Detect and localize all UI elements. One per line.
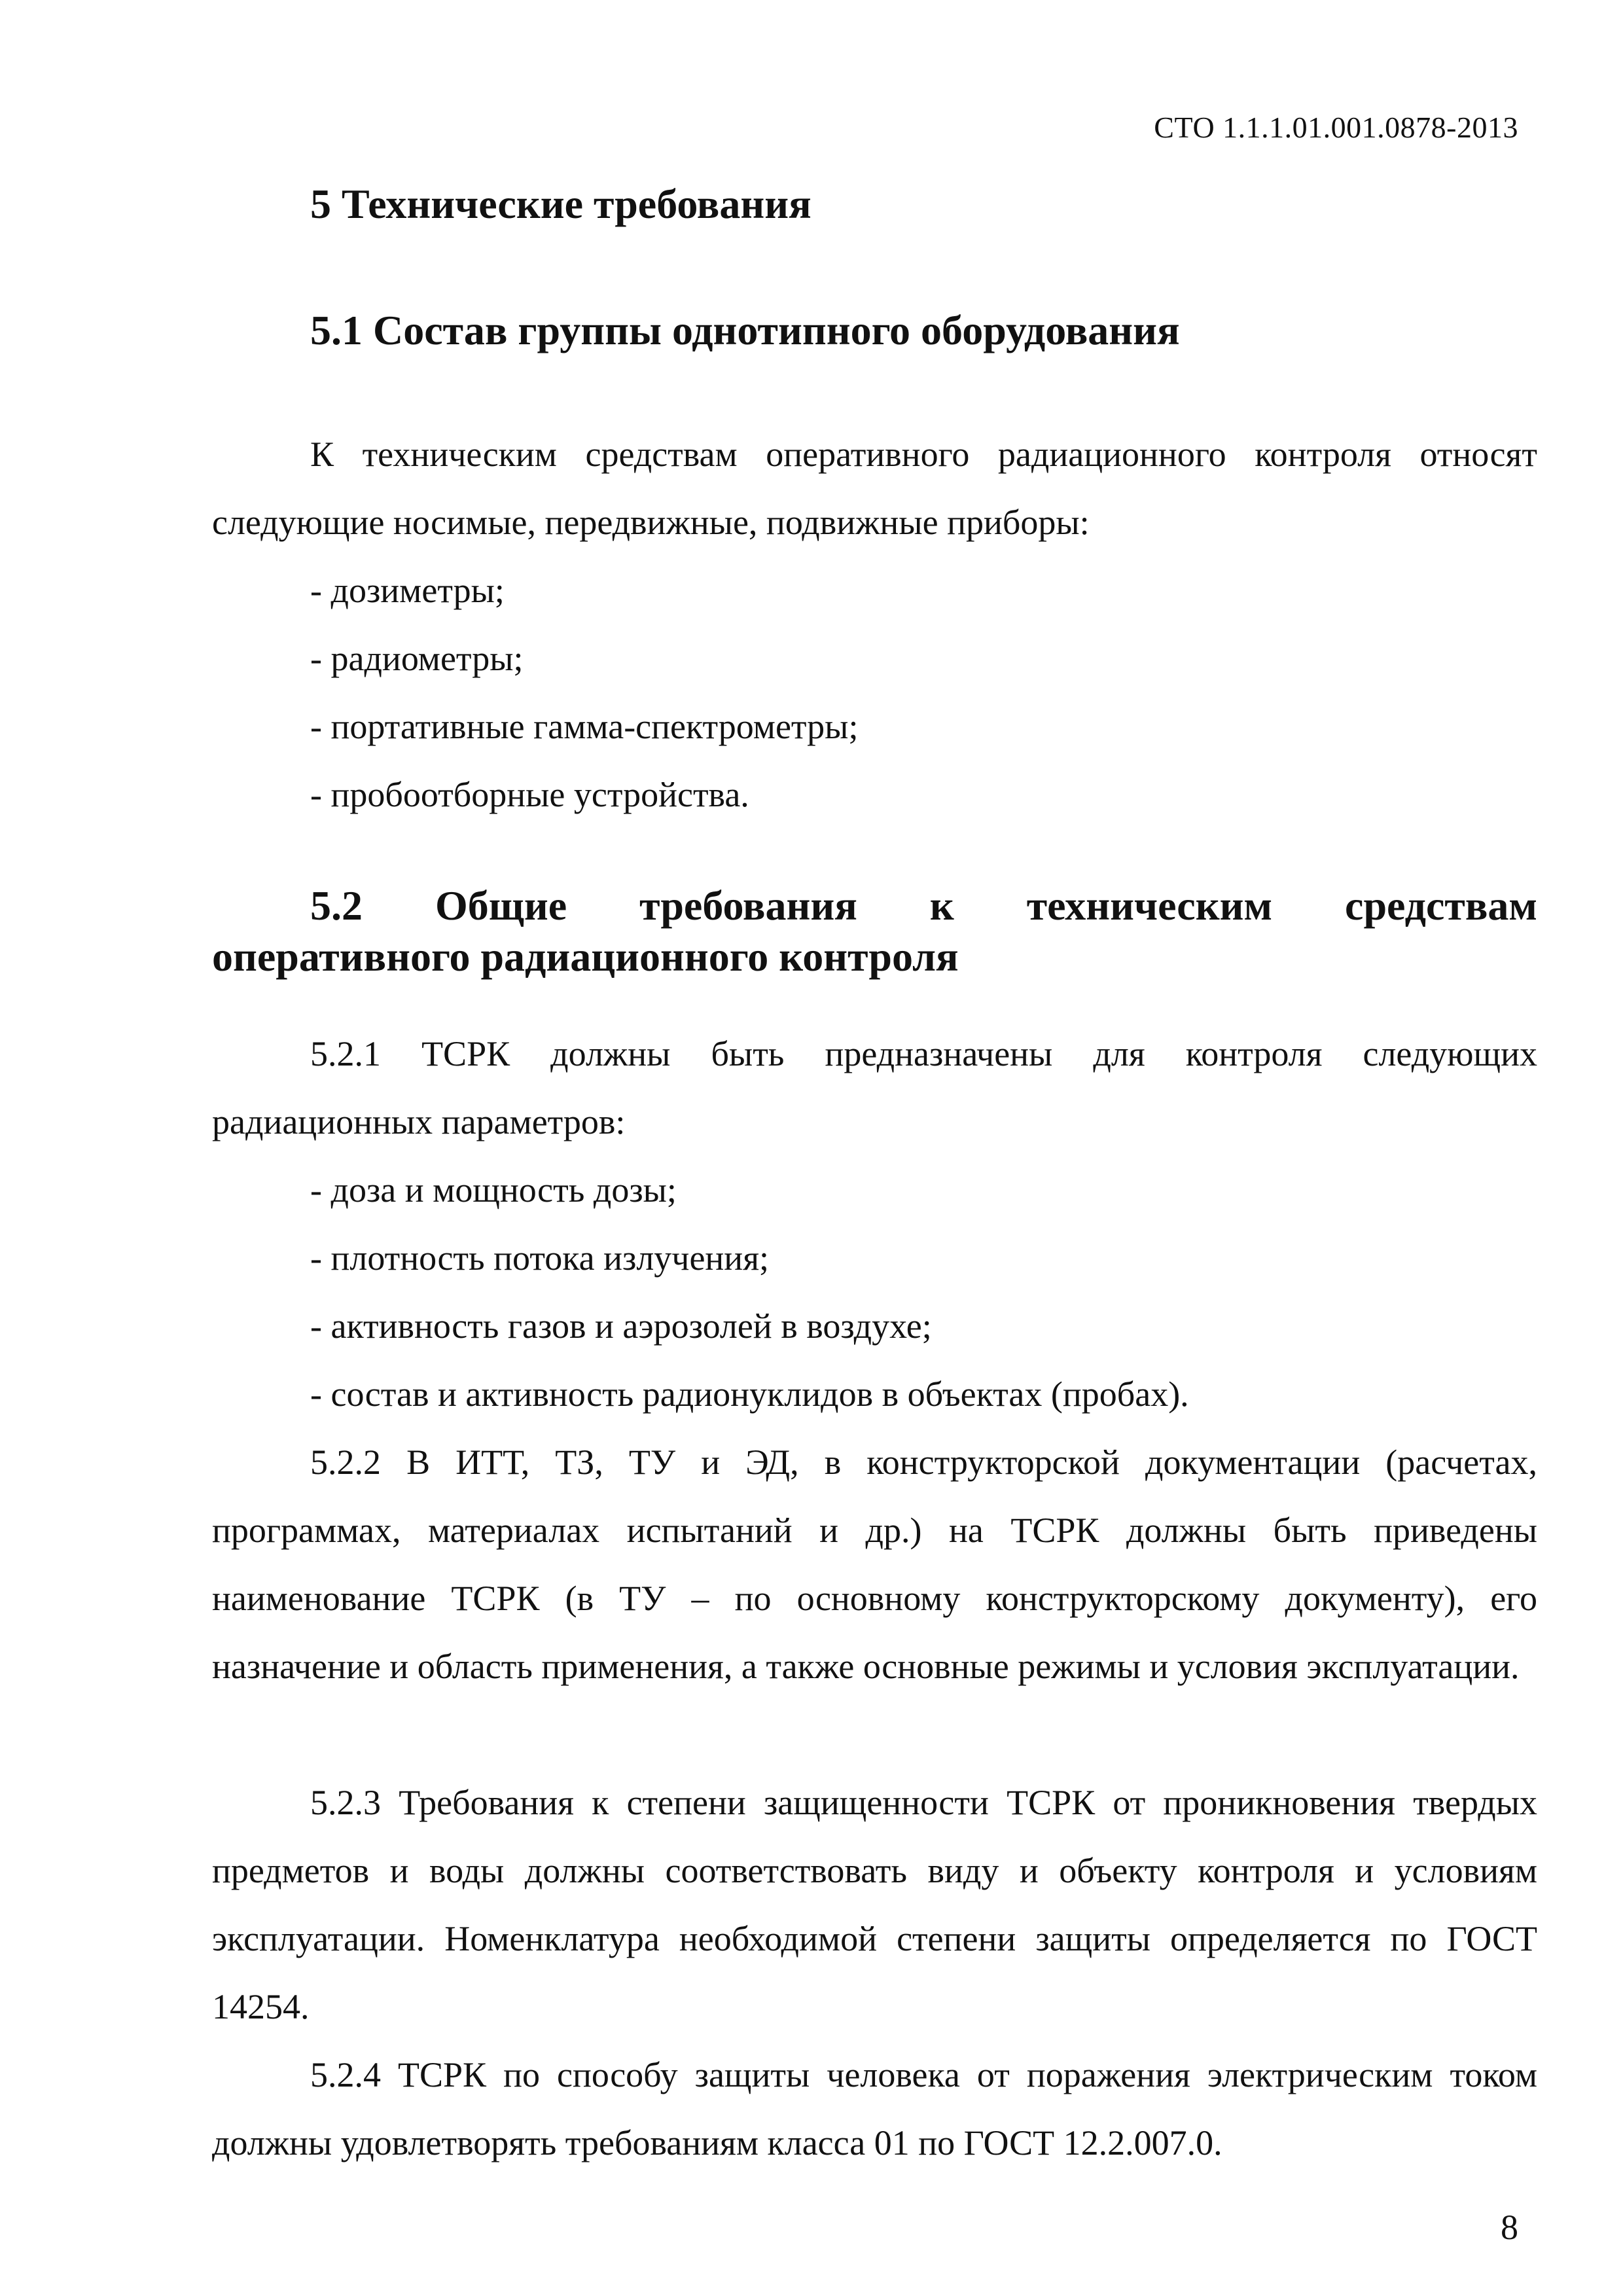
paragraph-5-2-2: 5.2.2 В ИТТ, ТЗ, ТУ и ЭД, в конструкторской документации (расчетах, программах, материалах испытаний и др.) на ТСРК должны быть приведены наименование ТСРК (в ТУ – по основному конструкторскому документу), его назначение и область применения, а также основные режимы и условия эксплуатации. (212, 1443, 1537, 1686)
list-item: - плотность потока излучения; (310, 1238, 770, 1278)
heading-word: к (929, 882, 954, 929)
list-item: - активность газов и аэрозолей в воздухе; (310, 1306, 932, 1346)
section-5-2-heading-line2: оперативного радиационного контроля (212, 933, 959, 980)
section-5-1-intro: К техническим средствам оперативного радиационного контроля относят следующие носимые, передвижные, подвижные приборы: (212, 435, 1537, 542)
heading-word: техническим (1026, 882, 1273, 929)
paragraph-5-2-1: 5.2.1 ТСРК должны быть предназначены для контроля следующих радиационных параметров: (212, 1034, 1537, 1141)
list-item: - состав и активность радионуклидов в объектах (пробах). (310, 1374, 1189, 1414)
section-5-heading: 5 Технические требования (310, 181, 812, 227)
heading-word: средствам (1345, 882, 1537, 929)
document-code: СТО 1.1.1.01.001.0878-2013 (1154, 111, 1518, 144)
list-item: - портативные гамма-спектрометры; (310, 707, 859, 746)
paragraph-5-2-3: 5.2.3 Требования к степени защищенности ТСРК от проникновения твердых предметов и воды должны соответствовать виду и объекту контроля и условиям эксплуатации. Номенклатура необходимой степени защиты определяется по ГОСТ 14254. (212, 1783, 1537, 2026)
heading-word: Общие (435, 882, 567, 929)
section-5-1-heading: 5.1 Состав группы однотипного оборудования (310, 307, 1180, 353)
heading-word: 5.2 (310, 882, 363, 929)
section-5-2-heading (212, 880, 1537, 982)
paragraph-5-2-4: 5.2.4 ТСРК по способу защиты человека от поражения электрическим током должны удовлетворять требованиям класса 01 по ГОСТ 12.2.007.0. (212, 2055, 1537, 2162)
section-5-2-heading-line1 (212, 880, 1537, 931)
list-item: - доза и мощность дозы; (310, 1170, 677, 1210)
list-item: - радиометры; (310, 639, 524, 678)
list-item: - пробоотборные устройства. (310, 775, 749, 814)
heading-word: требования (639, 882, 857, 929)
page-number: 8 (1501, 2208, 1518, 2247)
list-item: - дозиметры; (310, 571, 505, 610)
